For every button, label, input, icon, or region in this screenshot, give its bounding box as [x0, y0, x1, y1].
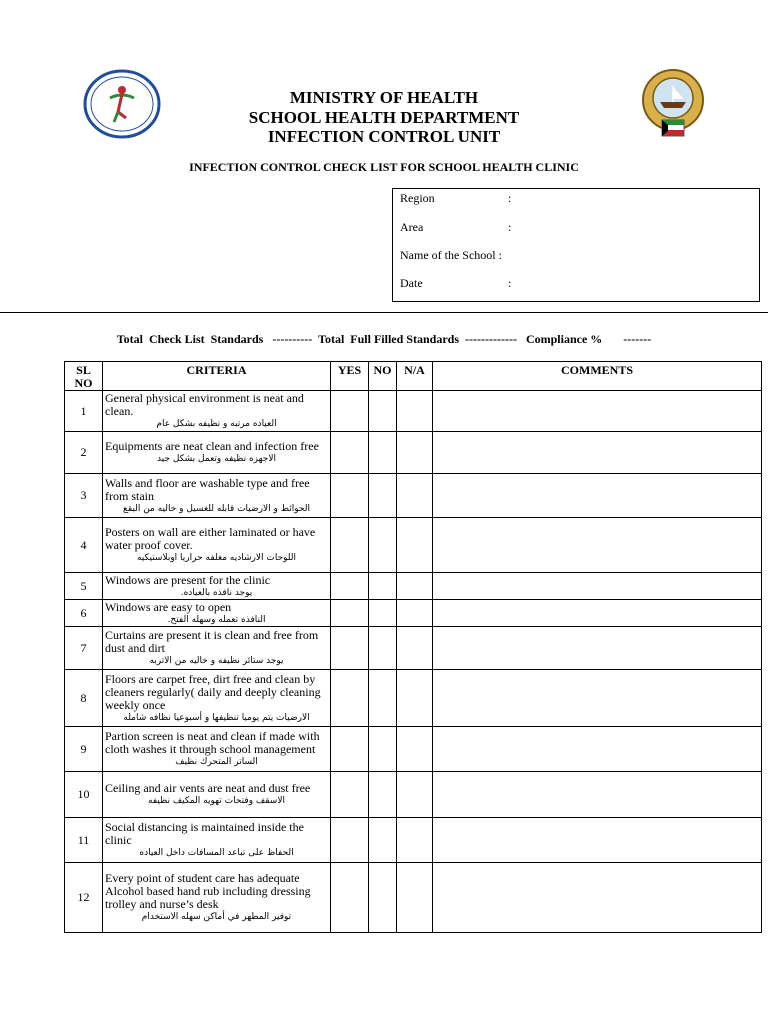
table-row: [65, 772, 762, 818]
comments-cell[interactable]: [433, 391, 762, 432]
table-row: [65, 432, 762, 474]
yes-cell[interactable]: [331, 573, 369, 600]
criteria-arabic: النافذه تعمله وسهله الفتح.: [167, 614, 266, 625]
table-row: [65, 627, 762, 670]
row-number: 3: [65, 474, 103, 518]
table-row: [65, 518, 762, 573]
criteria-english: Windows are present for the clinic: [105, 572, 271, 587]
criteria-english: Walls and floor are washable type and free from stain: [105, 475, 310, 503]
criteria-english: Posters on wall are either laminated or have water proof cover.: [105, 525, 316, 552]
comments-cell[interactable]: [433, 670, 762, 727]
criteria-cell: [103, 391, 331, 432]
no-cell[interactable]: [369, 670, 397, 727]
area-field[interactable]: Area :: [400, 220, 512, 234]
criteria-cell: [103, 518, 331, 573]
criteria-cell: [103, 727, 331, 772]
criteria-english: General physical environment is neat and clean.: [105, 391, 304, 418]
row-number: 2: [65, 432, 103, 474]
department-title: SCHOOL HEALTH DEPARTMENT: [248, 108, 520, 127]
criteria-cell: [103, 474, 331, 518]
row-number: 7: [65, 627, 103, 670]
yes-cell[interactable]: [331, 432, 369, 474]
row-number: 11: [65, 818, 103, 863]
comments-cell[interactable]: [433, 727, 762, 772]
criteria-arabic: الارضيات يتم يوميا تنظيفها و أسبوعيا نظافه شامله: [123, 712, 310, 723]
yes-cell[interactable]: [331, 391, 369, 432]
no-cell[interactable]: [369, 432, 397, 474]
no-cell[interactable]: [369, 627, 397, 670]
criteria-english: Every point of student care has adequate Alcohol based hand rub including dressing trolley and nurse’s desk: [105, 871, 311, 911]
table-row: [65, 600, 762, 627]
comments-cell[interactable]: [433, 772, 762, 818]
row-number: 10: [65, 772, 103, 818]
yes-cell[interactable]: [331, 670, 369, 727]
na-cell[interactable]: [397, 600, 433, 627]
no-cell[interactable]: [369, 818, 397, 863]
comments-cell[interactable]: [433, 518, 762, 573]
divider-line: [0, 312, 768, 313]
criteria-english: Social distancing is maintained inside the clinic: [105, 820, 304, 847]
yes-cell[interactable]: [331, 474, 369, 518]
table-row: [65, 727, 762, 772]
row-number: 6: [65, 600, 103, 627]
row-number: 4: [65, 518, 103, 573]
unit-title: INFECTION CONTROL UNIT: [267, 127, 501, 146]
criteria-arabic: الاسقف وفتحات تهويه المكيف نظيفه: [148, 796, 285, 806]
na-header: N/A: [397, 362, 433, 391]
area-label: Area: [400, 220, 424, 234]
na-cell[interactable]: [397, 627, 433, 670]
no-cell[interactable]: [369, 600, 397, 627]
na-cell[interactable]: [397, 818, 433, 863]
yes-cell[interactable]: [331, 518, 369, 573]
na-cell[interactable]: [397, 772, 433, 818]
criteria-english: Partion screen is neat and clean if made with cloth washes it through school management: [105, 729, 320, 756]
criteria-english: Windows are easy to open: [105, 599, 232, 614]
table-header-row: [65, 362, 762, 391]
no-cell[interactable]: [369, 863, 397, 933]
no-cell[interactable]: [369, 772, 397, 818]
criteria-arabic: اللوحات الارشاديه مغلفه حراريا اوبلاستيكيه: [136, 553, 297, 563]
na-cell[interactable]: [397, 573, 433, 600]
row-number: 9: [65, 727, 103, 772]
region-field[interactable]: Region :: [400, 191, 512, 205]
comments-cell[interactable]: [433, 573, 762, 600]
criteria-arabic: الساتر المتحرك نظيف: [175, 757, 258, 767]
criteria-cell: [103, 863, 331, 933]
date-label: Date: [400, 276, 423, 290]
comments-cell[interactable]: [433, 432, 762, 474]
yes-cell[interactable]: [331, 863, 369, 933]
comments-cell[interactable]: [433, 863, 762, 933]
na-cell[interactable]: [397, 863, 433, 933]
yes-cell[interactable]: [331, 772, 369, 818]
criteria-arabic: الاجهزه نظيفه وتعمل بشكل جيد: [157, 454, 276, 464]
table-row: [65, 863, 762, 933]
comments-cell[interactable]: [433, 627, 762, 670]
na-cell[interactable]: [397, 727, 433, 772]
table-row: [65, 391, 762, 432]
yes-cell[interactable]: [331, 727, 369, 772]
info-box: [392, 188, 760, 302]
criteria-cell: [103, 600, 331, 627]
criteria-arabic: يوجد نافذه بالعياده.: [180, 587, 253, 598]
criteria-arabic: الحوائط و الارضيات قابله للغسيل و خاليه من البقع: [123, 503, 310, 514]
date-field[interactable]: Date :: [400, 276, 512, 290]
row-number: 1: [65, 391, 103, 432]
criteria-cell: [103, 627, 331, 670]
yes-cell[interactable]: [331, 600, 369, 627]
yes-cell[interactable]: [331, 627, 369, 670]
comments-cell[interactable]: [433, 818, 762, 863]
row-number: 5: [65, 573, 103, 600]
school-name-field[interactable]: Name of the School :: [400, 248, 502, 262]
row-number: 12: [65, 863, 103, 933]
criteria-cell: [103, 772, 331, 818]
criteria-cell: [103, 573, 331, 600]
checklist-table: [64, 361, 762, 933]
criteria-arabic: العياده مرتبه و نظيفه بشكل عام: [156, 419, 277, 429]
criteria-cell: [103, 818, 331, 863]
na-cell[interactable]: [397, 474, 433, 518]
yes-header: YES: [331, 362, 369, 391]
checklist-subtitle: INFECTION CONTROL CHECK LIST FOR SCHOOL HEALTH CLINIC: [189, 160, 579, 174]
criteria-cell: [103, 670, 331, 727]
table-row: [65, 818, 762, 863]
table-row: [65, 670, 762, 727]
criteria-english: Floors are carpet free, dirt free and clean by cleaners regularly( daily and deeply cleaning weekly once: [105, 671, 321, 712]
criteria-arabic: يوجد ستائر نظيفه و خاليه من الاتربه: [149, 656, 284, 666]
na-cell[interactable]: [397, 518, 433, 573]
row-number: 8: [65, 670, 103, 727]
no-cell[interactable]: [369, 391, 397, 432]
criteria-english: Curtains are present it is clean and free from dust and dirt: [105, 628, 319, 655]
school-name-label: Name of the School: [400, 248, 496, 262]
table-row: [65, 474, 762, 518]
criteria-header: CRITERIA: [103, 362, 331, 391]
criteria-english: Ceiling and air vents are neat and dust free: [105, 781, 311, 795]
comments-cell[interactable]: [433, 600, 762, 627]
na-cell[interactable]: [397, 432, 433, 474]
no-cell[interactable]: [369, 727, 397, 772]
na-cell[interactable]: [397, 391, 433, 432]
no-cell[interactable]: [369, 518, 397, 573]
totals-line: Total Check List Standards ---------- Total Full Filled Standards ------------- Compliance % -------: [116, 332, 652, 346]
yes-cell[interactable]: [331, 818, 369, 863]
comments-cell[interactable]: [433, 474, 762, 518]
sl-no-header: SL NO: [65, 362, 103, 391]
table-row: [65, 573, 762, 600]
no-cell[interactable]: [369, 474, 397, 518]
no-cell[interactable]: [369, 573, 397, 600]
criteria-arabic: الحفاظ على تباعد المسافات داخل العياده: [139, 848, 294, 858]
criteria-cell: [103, 432, 331, 474]
criteria-english: Equipments are neat clean and infection free: [105, 439, 319, 453]
na-cell[interactable]: [397, 670, 433, 727]
criteria-arabic: توفير المطهر في أماكن سهله الاستخدام: [141, 912, 292, 922]
region-label: Region: [400, 191, 435, 205]
no-header: NO: [369, 362, 397, 391]
ministry-title: MINISTRY OF HEALTH: [289, 88, 479, 107]
comments-header: COMMENTS: [433, 362, 762, 391]
